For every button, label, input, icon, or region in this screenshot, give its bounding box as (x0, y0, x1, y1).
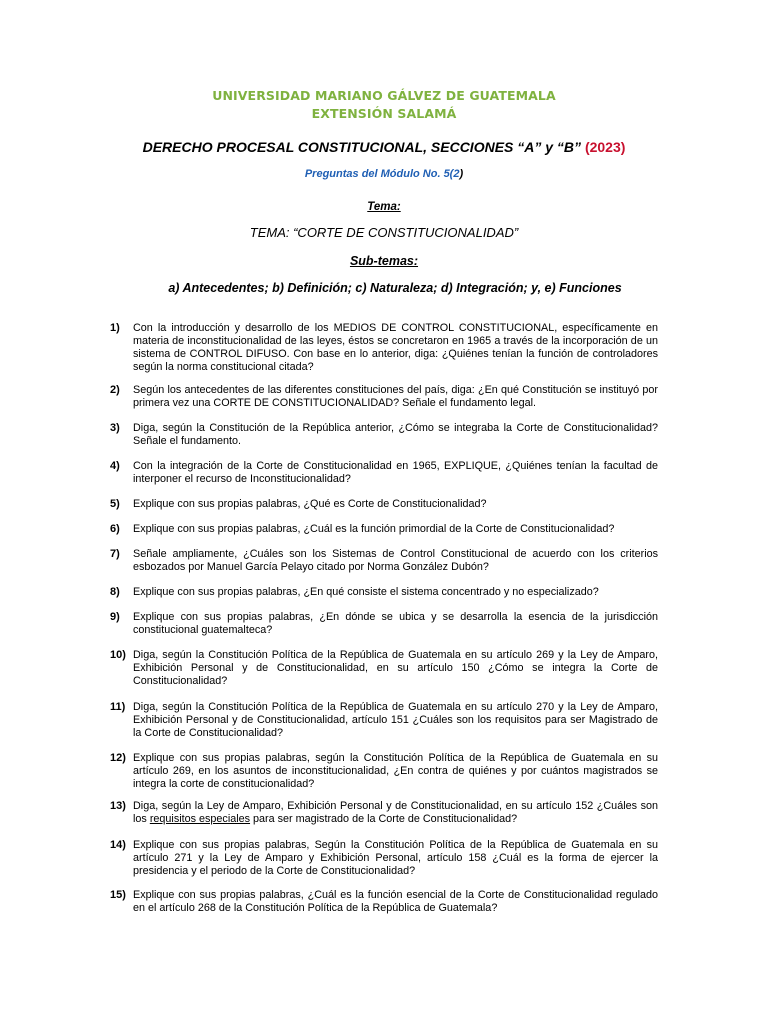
course-name: DERECHO PROCESAL CONSTITUCIONAL, SECCIONES “A” y “B” (142, 139, 582, 155)
question-number: 14) (110, 839, 126, 851)
question-number: 9) (110, 611, 120, 623)
question-text: Explique con sus propias palabras, ¿Qué es Corte de Constitucionalidad? (133, 498, 487, 510)
question-number: 10) (110, 649, 126, 661)
subtemas-label: Sub-temas: (349, 254, 419, 268)
question-number: 8) (110, 586, 120, 598)
subtemas-list: a) Antecedentes; b) Definición; c) Naturaleza; d) Integración; y, e) Funciones (168, 281, 622, 295)
question-text: Con la integración de la Corte de Constitucionalidad en 1965, EXPLIQUE, ¿Quiénes tenían la facultad de interponer el recurso de Inconstitucionalidad? (133, 460, 658, 485)
question-text: Explique con sus propias palabras, ¿Cuál es la función primordial de la Corte de Constitucionalidad? (133, 523, 615, 535)
question-number: 13) (110, 800, 126, 812)
question-number: 3) (110, 422, 120, 434)
question-text-underlined: requisitos especiales (149, 813, 251, 825)
question-number: 1) (110, 322, 120, 334)
question-text: Diga, según la Constitución Política de la República de Guatemala en su artículo 270 y la Ley de Amparo, Exhibición Personal y de Constitucionalidad, artículo 151 ¿Cuáles son los requisitos para ser Magistrado de la Corte de Constitucionalidad? (133, 701, 658, 739)
question-number: 12) (110, 752, 126, 764)
module-suffix: ) (459, 168, 464, 180)
question-text: Diga, según la Constitución Política de la República de Guatemala en su artículo 269 y la Ley de Amparo, Exhibición Personal y de Constitucionalidad, en su artículo 150 ¿Cómo se integra la Corte de Constitucionalidad? (133, 649, 658, 687)
question-text: Según los antecedentes de las diferentes constituciones del país, diga: ¿En qué Constitución se instituyó por primera vez una CORTE DE CONSTITUCIONALIDAD? Señale el fundamento legal. (133, 384, 658, 409)
question-text-part: Diga, según la Ley de Amparo, Exhibición Personal y de Constitucionalidad, en su artículo 152 ¿Cuáles son los (133, 800, 658, 825)
question-text: Con la introducción y desarrollo de los MEDIOS DE CONTROL CONSTITUCIONAL, específicamente en materia de inconstitucionalidad de las leyes, éstos se concretaron en 1965 a través de la incorporación de un sistema de CONTROL DIFUSO. Con base en lo anterior, diga: ¿Quiénes tenían la función de controladores según la norma constitucional citada? (133, 322, 658, 373)
question-number: 2) (110, 384, 120, 396)
campus-name: EXTENSIÓN SALAMÁ (311, 106, 457, 121)
module-prefix: Preguntas del Módulo No. 5( (304, 168, 454, 180)
question-number: 5) (110, 498, 120, 510)
question-text: Señale ampliamente, ¿Cuáles son los Sistemas de Control Constitucional de acuerdo con los criterios esbozados por Manuel García Pelayo citado por Norma González Dubón? (133, 548, 658, 573)
course-title (0, 139, 768, 155)
question-text: Explique con sus propias palabras, ¿En dónde se ubica y se desarrolla la esencia de la jurisdicción constitucional guatemalteca? (133, 611, 658, 636)
tema-title: TEMA: “CORTE DE CONSTITUCIONALIDAD” (249, 225, 519, 240)
question-text: Explique con sus propias palabras, ¿Cuál es la función esencial de la Corte de Constitucionalidad regulado en el artículo 268 de la Constitución Política de la República de Guatemala? (133, 889, 658, 914)
question-text: Explique con sus propias palabras, ¿En qué consiste el sistema concentrado y no especializado? (133, 586, 599, 598)
question-text: Explique con sus propias palabras, Según la Constitución Política de la República de Guatemala en su artículo 271 y la Ley de Amparo y Exhibición Personal, artículo 158 ¿Cuál es la forma de ejercer la presidencia y el periodo de la Corte de Constitucionalidad? (133, 839, 658, 877)
question-text (133, 800, 658, 826)
module-number: 2 (453, 168, 460, 180)
tema-label: Tema: (367, 201, 401, 213)
question-number: 7) (110, 548, 120, 560)
question-text: Diga, según la Constitución de la República anterior, ¿Cómo se integraba la Corte de Constitucionalidad? Señale el fundamento. (133, 422, 658, 447)
question-number: 11) (110, 701, 126, 713)
module-title (0, 168, 768, 180)
question-text-part: para ser magistrado de la Corte de Constitucionalidad? (250, 813, 518, 825)
university-name: UNIVERSIDAD MARIANO GÁLVEZ DE GUATEMALA (212, 88, 556, 103)
question-number: 15) (110, 889, 126, 901)
question-text: Explique con sus propias palabras, según la Constitución Política de la República de Guatemala en su artículo 269, en los asuntos de inconstitucionalidad, ¿En contra de quiénes y por cuántos magistrados se integra la corte de constitucionalidad? (133, 752, 658, 790)
question-number: 4) (110, 460, 120, 472)
question-number: 6) (110, 523, 120, 535)
course-year: (2023) (584, 139, 626, 155)
